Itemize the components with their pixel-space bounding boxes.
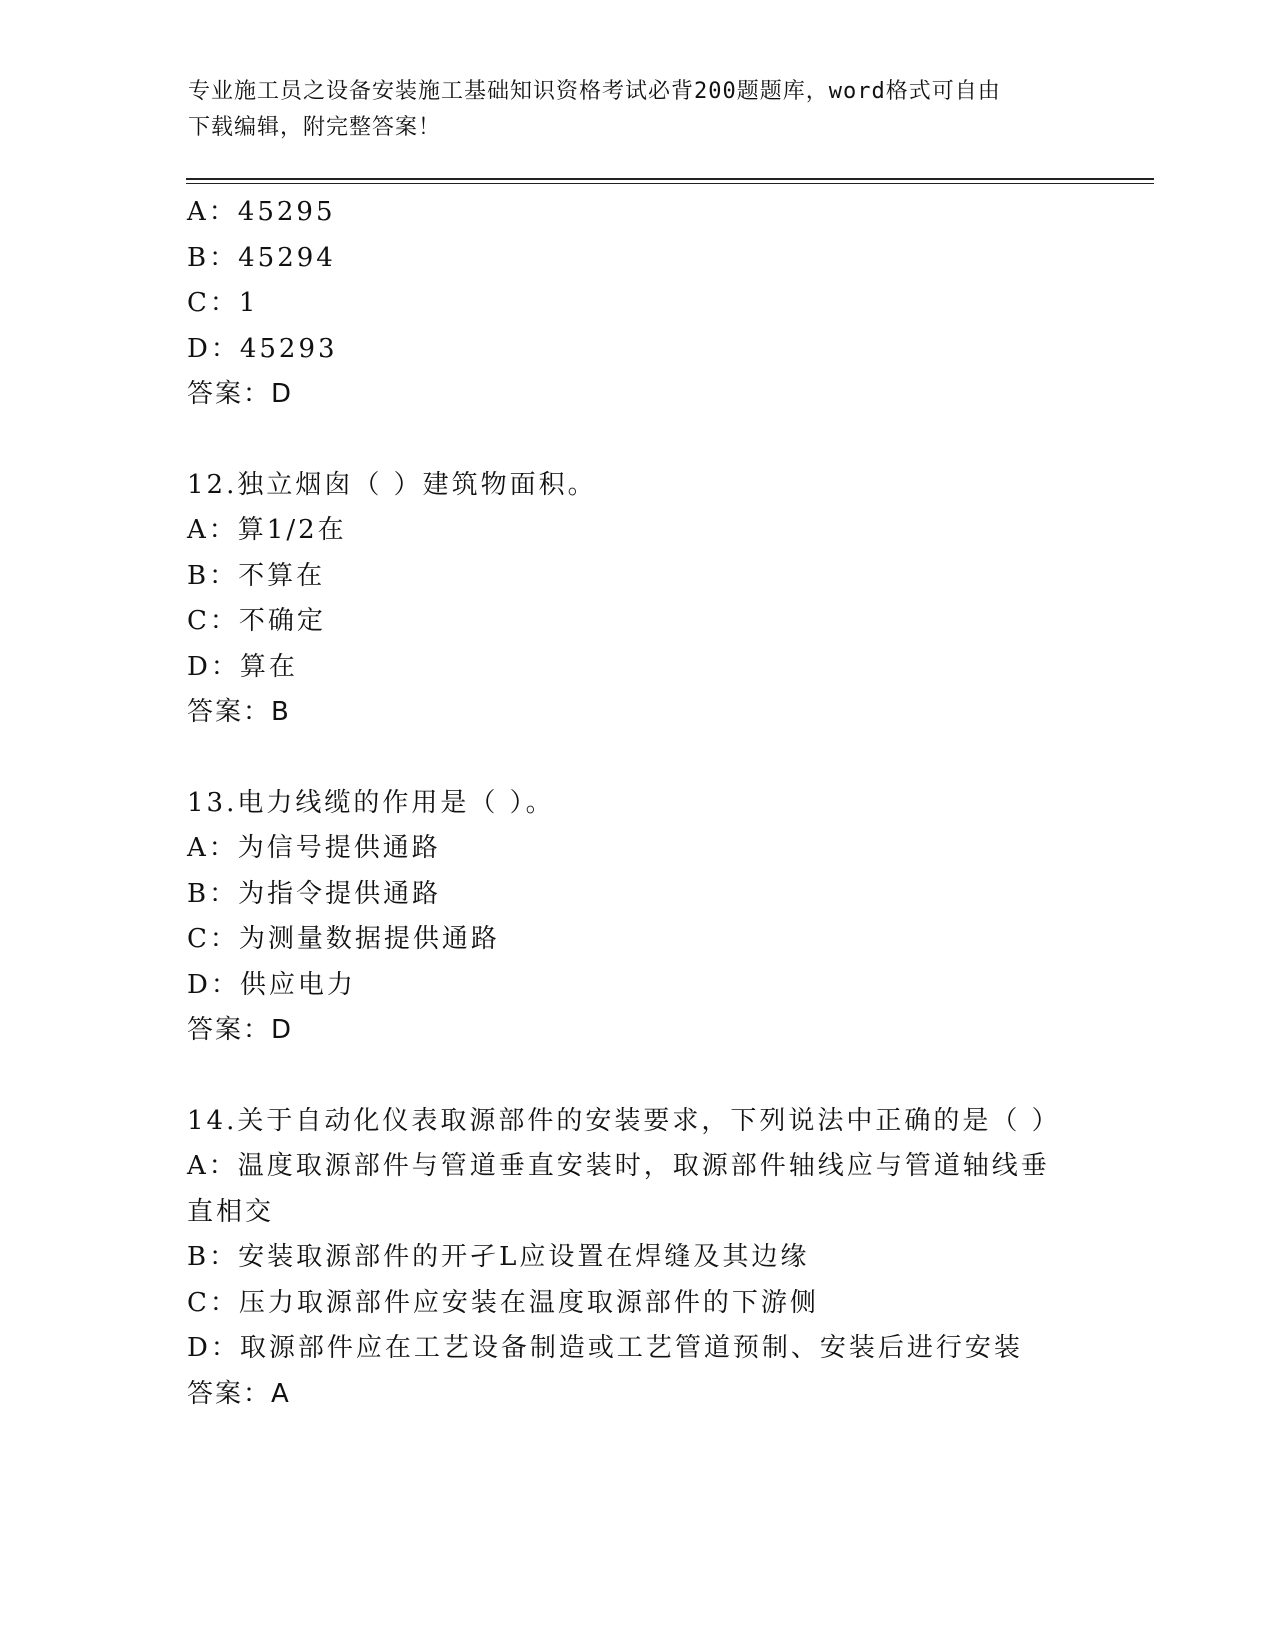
- answer-line: 答案：B: [187, 697, 291, 727]
- option-a: A：算1/2在: [187, 515, 347, 545]
- answer-line: 答案：D: [187, 379, 294, 409]
- option-b: B：45294: [187, 242, 336, 273]
- answer-line: 答案：D: [187, 1015, 294, 1045]
- option-d: D：45293: [187, 333, 338, 364]
- question-list: [187, 190, 1087, 1417]
- option-b: B：为指令提供通路: [187, 878, 442, 909]
- header-divider-secondary: [186, 183, 1154, 184]
- question-13-block: [187, 781, 1087, 1054]
- header-line-1: 专业施工员之设备安装施工基础知识资格考试必背200题题库，word格式可自由: [188, 79, 1001, 104]
- option-c: C：为测量数据提供通路: [187, 924, 500, 954]
- option-c: C：不确定: [187, 606, 326, 636]
- answer-line: 答案：A: [187, 1378, 291, 1409]
- option-c: C：1: [187, 288, 259, 318]
- option-b: B：不算在: [187, 560, 326, 591]
- option-a: A：45295: [187, 197, 336, 227]
- question-stem: 14.关于自动化仪表取源部件的安装要求，下列说法中正确的是（ ）: [187, 1105, 1061, 1136]
- option-d: D：算在: [187, 651, 298, 682]
- spacer: [187, 736, 1087, 781]
- question-14-block: [187, 1099, 1087, 1418]
- option-a: A：为信号提供通路: [187, 833, 441, 863]
- header-line-2: 下载编辑，附完整答案！: [188, 115, 442, 140]
- question-stem: 13.电力线缆的作用是（ ）。: [187, 787, 555, 818]
- document-header: [188, 74, 1088, 146]
- spacer: [187, 1054, 1087, 1099]
- header-divider: [186, 178, 1154, 180]
- option-b: B：安装取源部件的开孑L应设置在焊缝及其边缘: [187, 1242, 810, 1272]
- option-d: D：供应电力: [187, 969, 356, 1000]
- question-12-block: [187, 463, 1087, 736]
- option-d: D：取源部件应在工艺设备制造或工艺管道预制、安装后进行安装: [187, 1333, 1023, 1363]
- spacer: [187, 418, 1087, 463]
- question-stem: 12.独立烟囱（ ）建筑物面积。: [187, 469, 597, 500]
- question-11-block: [187, 190, 1087, 418]
- option-c: C：压力取源部件应安装在温度取源部件的下游侧: [187, 1287, 819, 1318]
- option-a: A：温度取源部件与管道垂直安装时，取源部件轴线应与管道轴线垂直相交: [187, 1151, 1050, 1227]
